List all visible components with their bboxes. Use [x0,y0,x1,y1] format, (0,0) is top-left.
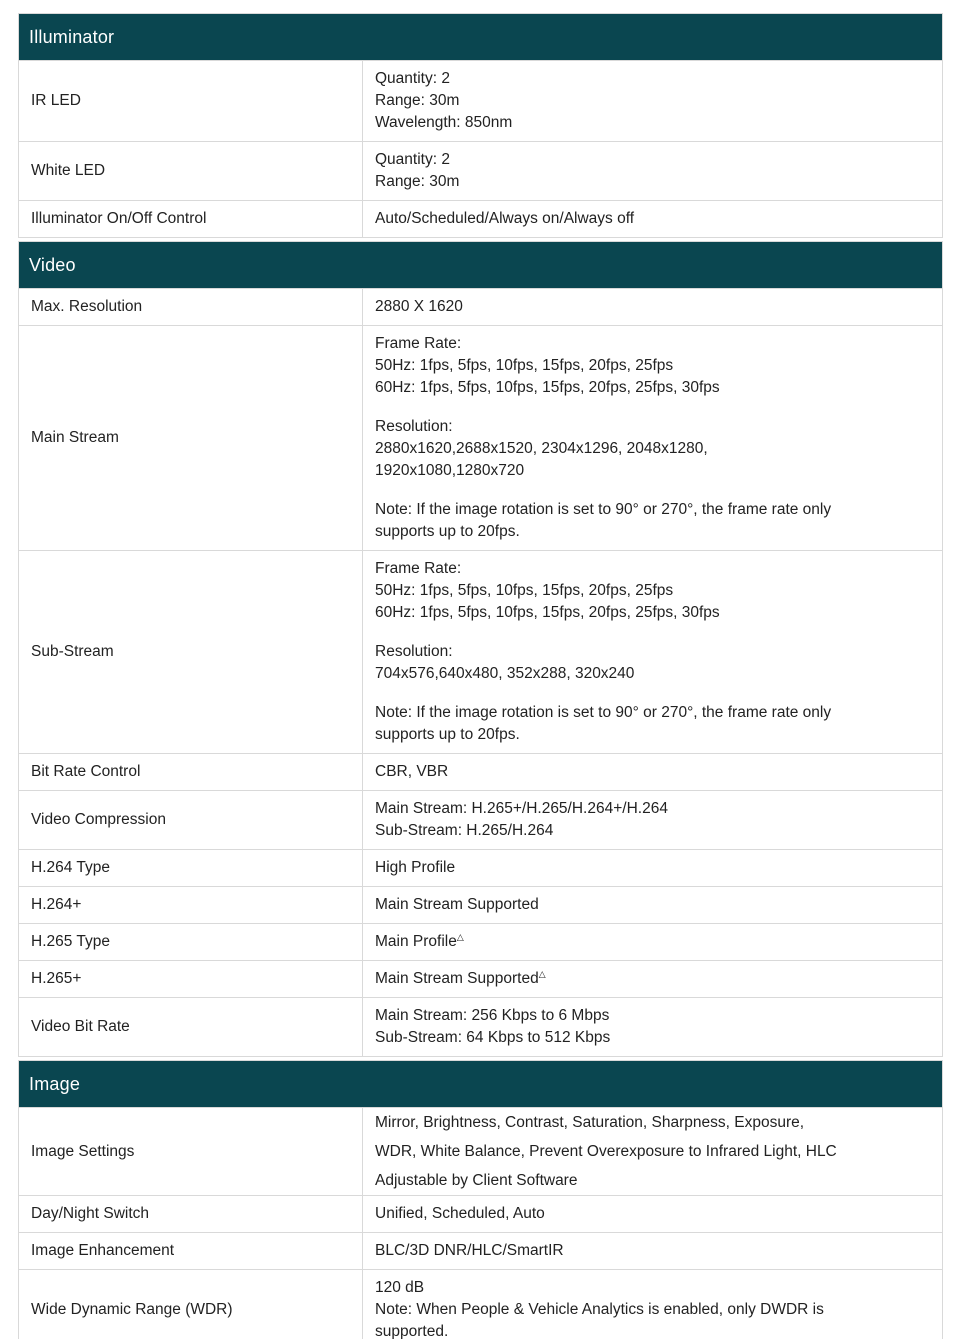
spec-value-line: Sub-Stream: 64 Kbps to 512 Kbps [375,1029,611,1046]
spec-value-line: Note: When People & Vehicle Analytics is enabled, only DWDR is [375,1301,824,1318]
spec-value [363,201,942,237]
spec-value [363,1196,942,1232]
spec-row [18,61,943,142]
spec-label: Main Stream [19,326,363,550]
spec-value-line: CBR, VBR [375,763,449,780]
spec-row [18,201,943,238]
spec-row [18,1196,943,1233]
spec-value-line: Range: 30m [375,92,460,109]
spec-value-text: Main Profile [375,933,457,950]
section-header: Image [18,1060,943,1108]
spec-row [18,887,943,924]
spec-value-line: Quantity: 2 [375,151,450,168]
spec-value-line: Frame Rate: [375,335,462,352]
spec-value-line: High Profile [375,859,456,876]
spec-value [363,289,942,325]
spec-row [18,998,943,1057]
spec-label: White LED [19,142,363,200]
spec-label: Illuminator On/Off Control [19,201,363,237]
spec-section [18,13,943,238]
spec-value-line [375,931,930,953]
spec-label: H.265 Type [19,924,363,960]
spec-value [363,1233,942,1269]
spec-value-line: Auto/Scheduled/Always on/Always off [375,210,635,227]
spec-section [18,241,943,1057]
footnote-marker: △ [538,968,546,979]
spec-value-line: Note: If the image rotation is set to 90° or 270°, the frame rate only [375,704,832,721]
spec-row [18,1270,943,1339]
spec-label: H.264+ [19,887,363,923]
spec-label: Sub-Stream [19,551,363,753]
spec-label: Video Compression [19,791,363,849]
spec-value-line [375,685,930,702]
spec-rows [18,61,943,238]
spec-value [363,754,942,790]
spec-row [18,142,943,201]
spec-value [363,961,942,997]
spec-value-line: Resolution: [375,418,453,435]
spec-value-line [375,968,930,990]
spec-value [363,924,942,960]
spec-row [18,1233,943,1270]
spec-value-line: supports up to 20fps. [375,523,520,540]
spec-value-line: Main Stream: H.265+/H.265/H.264+/H.264 [375,800,668,817]
spec-value-line: Quantity: 2 [375,70,450,87]
spec-label: Image Enhancement [19,1233,363,1269]
spec-value-line: Wavelength: 850nm [375,114,513,131]
spec-value-line: Mirror, Brightness, Contrast, Saturation, Sharpness, Exposure, [375,1114,805,1131]
spec-row [18,924,943,961]
spec-row [18,289,943,326]
spec-label: Day/Night Switch [19,1196,363,1232]
spec-value [363,791,942,849]
spec-value-line: Main Stream Supported [375,896,539,913]
spec-value-line: 50Hz: 1fps, 5fps, 10fps, 15fps, 20fps, 25fps [375,357,674,374]
spec-label: Bit Rate Control [19,754,363,790]
spec-value [363,850,942,886]
spec-value [363,998,942,1056]
spec-value [363,887,942,923]
spec-value-line: Frame Rate: [375,560,462,577]
spec-value-line: Range: 30m [375,173,460,190]
spec-row [18,551,943,754]
spec-rows [18,1108,943,1339]
spec-row [18,1108,943,1196]
spec-label: H.264 Type [19,850,363,886]
spec-row [18,961,943,998]
spec-value [363,142,942,200]
section-header: Video [18,241,943,289]
spec-value-line: Resolution: [375,643,453,660]
spec-value-line: supported. [375,1323,449,1339]
spec-value-line: Unified, Scheduled, Auto [375,1205,545,1222]
spec-value [363,551,942,753]
spec-value [363,1108,942,1195]
spec-table [18,13,943,1339]
spec-value [363,61,942,141]
spec-label: H.265+ [19,961,363,997]
spec-value-line [375,624,930,641]
spec-value-line: BLC/3D DNR/HLC/SmartIR [375,1242,564,1259]
spec-value-line: 2880x1620,2688x1520, 2304x1296, 2048x1280, [375,440,708,457]
spec-row [18,326,943,551]
spec-value-line: 704x576,640x480, 352x288, 320x240 [375,665,635,682]
spec-value-line [375,482,930,499]
spec-value-line: WDR, White Balance, Prevent Overexposure to Infrared Light, HLC [375,1143,837,1160]
spec-value-text: Main Stream Supported [375,970,539,987]
spec-value [363,1270,942,1339]
spec-value-line: 1920x1080,1280x720 [375,462,525,479]
spec-value-line: 50Hz: 1fps, 5fps, 10fps, 15fps, 20fps, 25fps [375,582,674,599]
spec-label: Video Bit Rate [19,998,363,1056]
spec-value-line: 60Hz: 1fps, 5fps, 10fps, 15fps, 20fps, 25fps, 30fps [375,379,720,396]
spec-value [363,326,942,550]
spec-row [18,791,943,850]
footnote-marker: △ [456,931,464,942]
section-header: Illuminator [18,13,943,61]
spec-value-line: supports up to 20fps. [375,726,520,743]
spec-value-line: Sub-Stream: H.265/H.264 [375,822,554,839]
spec-value-line: Adjustable by Client Software [375,1172,578,1189]
spec-value-line [375,399,930,416]
spec-value-line: 120 dB [375,1279,425,1296]
spec-label: IR LED [19,61,363,141]
spec-label: Max. Resolution [19,289,363,325]
spec-value-line: 2880 X 1620 [375,298,463,315]
spec-label: Image Settings [19,1108,363,1195]
spec-rows [18,289,943,1057]
spec-value-line: 60Hz: 1fps, 5fps, 10fps, 15fps, 20fps, 25fps, 30fps [375,604,720,621]
spec-label: Wide Dynamic Range (WDR) [19,1270,363,1339]
spec-value-line: Note: If the image rotation is set to 90° or 270°, the frame rate only [375,501,832,518]
spec-value-line: Main Stream: 256 Kbps to 6 Mbps [375,1007,610,1024]
spec-section [18,1060,943,1339]
spec-row [18,754,943,791]
spec-row [18,850,943,887]
